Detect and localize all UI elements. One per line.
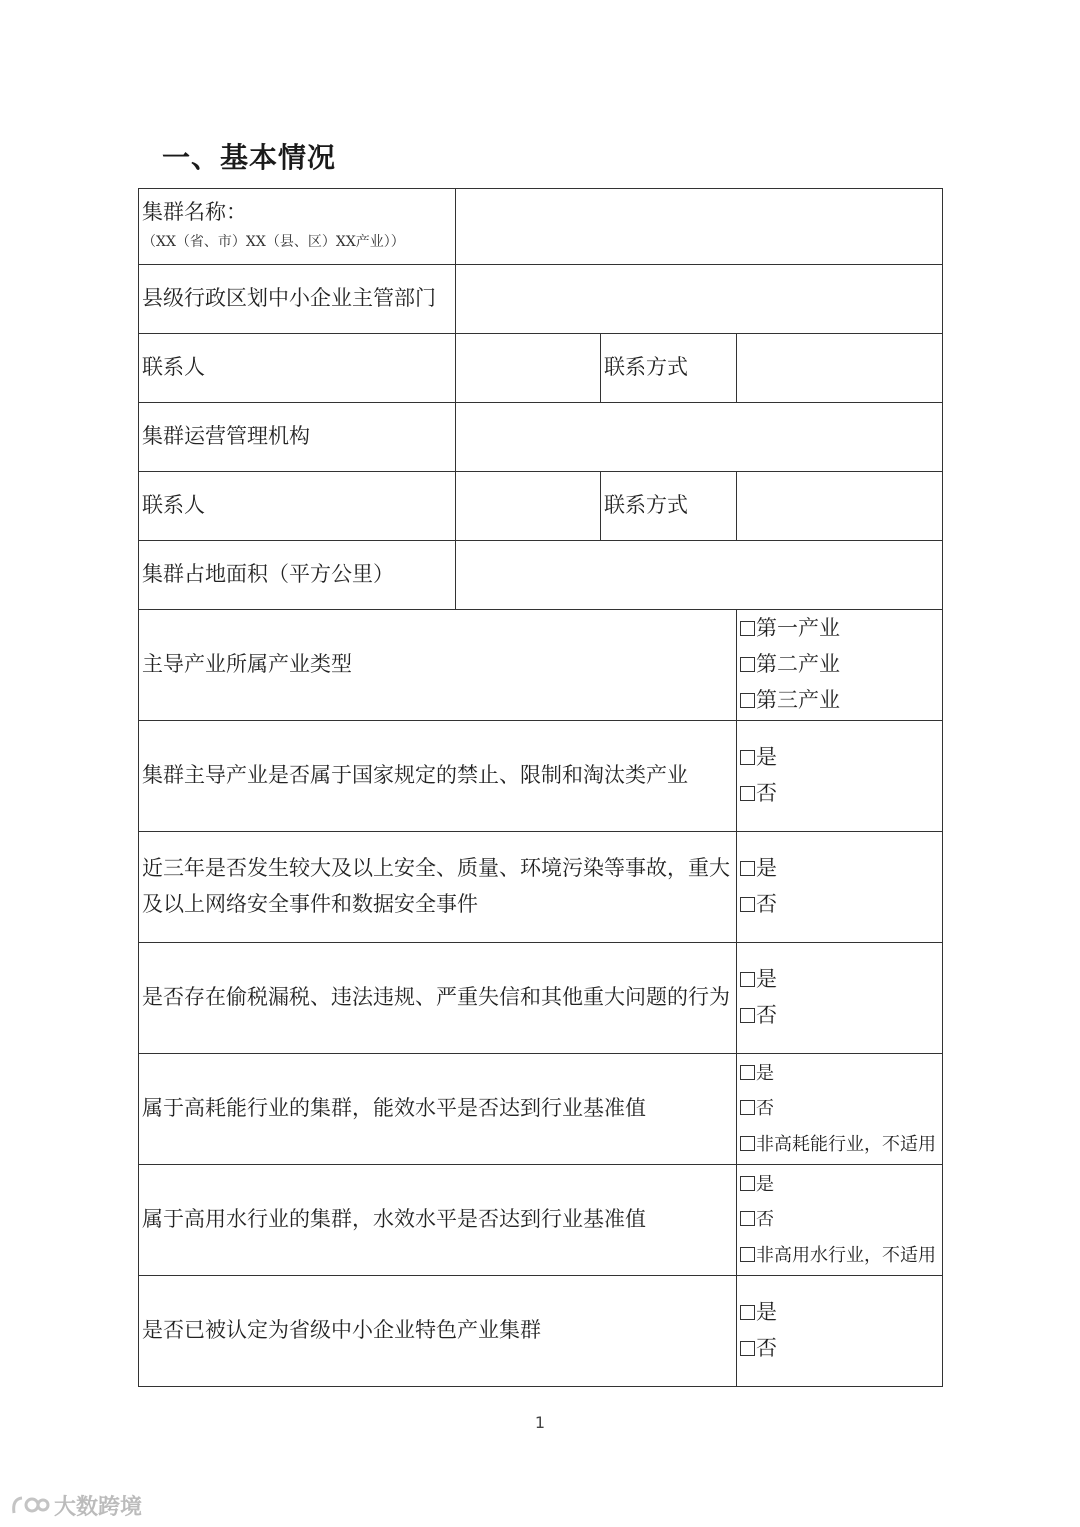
checkbox-icon[interactable]	[740, 1176, 755, 1191]
operator-field[interactable]	[456, 403, 943, 472]
option-no[interactable]: 否	[740, 1331, 942, 1367]
area-field[interactable]	[456, 541, 943, 610]
option-yes[interactable]: 是	[740, 1167, 942, 1202]
prohibited-options	[737, 721, 943, 832]
provincial-options	[737, 1276, 943, 1387]
violations-label: 是否存在偷税漏税、违法违规、严重失信和其他重大问题的行为	[139, 943, 737, 1054]
provincial-label: 是否已被认定为省级中小企业特色产业集群	[139, 1276, 737, 1387]
contact-2-field[interactable]	[456, 472, 601, 541]
contact-1-field[interactable]	[456, 334, 601, 403]
option-no[interactable]: 否	[740, 998, 942, 1034]
option-secondary-industry[interactable]: 第二产业	[740, 647, 942, 683]
energy-label: 属于高耗能行业的集群，能效水平是否达到行业基准值	[139, 1054, 737, 1165]
industry-type-options	[737, 610, 943, 721]
row-industry-type	[139, 610, 943, 721]
cluster-name-hint: （XX（省、市）XX（县、区）XX产业））	[142, 233, 405, 250]
area-label: 集群占地面积（平方公里）	[139, 541, 456, 610]
option-no[interactable]: 否	[740, 1091, 942, 1126]
contact-2-label: 联系人	[139, 472, 456, 541]
option-no[interactable]: 否	[740, 776, 942, 812]
accidents-label: 近三年是否发生较大及以上安全、质量、环境污染等事故，重大及以上网络安全事件和数据安全事件	[139, 832, 737, 943]
county-dept-label: 县级行政区划中小企业主管部门	[139, 265, 456, 334]
cluster-name-field[interactable]	[456, 189, 943, 265]
checkbox-icon[interactable]	[740, 897, 755, 912]
row-violations	[139, 943, 943, 1054]
checkbox-icon[interactable]	[740, 1065, 755, 1080]
section-title: 一、基本情况	[162, 141, 337, 174]
checkbox-icon[interactable]	[740, 1247, 755, 1262]
checkbox-icon[interactable]	[740, 972, 755, 987]
row-operator	[139, 403, 943, 472]
industry-type-label: 主导产业所属产业类型	[139, 610, 737, 721]
row-energy	[139, 1054, 943, 1165]
cluster-name-label: 集群名称：	[142, 200, 247, 224]
contact-1-method-label: 联系方式	[601, 334, 737, 403]
row-cluster-name	[139, 189, 943, 265]
option-yes[interactable]: 是	[740, 1056, 942, 1091]
checkbox-icon[interactable]	[740, 1305, 755, 1320]
water-options	[737, 1165, 943, 1276]
row-provincial	[139, 1276, 943, 1387]
option-no[interactable]: 否	[740, 887, 942, 923]
contact-1-label: 联系人	[139, 334, 456, 403]
option-not-applicable[interactable]: 非高用水行业，不适用	[740, 1238, 942, 1273]
watermark-text: 大数跨境	[54, 1495, 143, 1520]
contact-2-method-label: 联系方式	[601, 472, 737, 541]
option-tertiary-industry[interactable]: 第三产业	[740, 683, 942, 719]
option-primary-industry[interactable]: 第一产业	[740, 611, 942, 647]
operator-label: 集群运营管理机构	[139, 403, 456, 472]
checkbox-icon[interactable]	[740, 657, 755, 672]
row-contact-1	[139, 334, 943, 403]
row-accidents	[139, 832, 943, 943]
option-yes[interactable]: 是	[740, 740, 942, 776]
checkbox-icon[interactable]	[740, 750, 755, 765]
checkbox-icon[interactable]	[740, 621, 755, 636]
option-yes[interactable]: 是	[740, 1295, 942, 1331]
checkbox-icon[interactable]	[740, 861, 755, 876]
row-county-dept	[139, 265, 943, 334]
energy-options	[737, 1054, 943, 1165]
checkbox-icon[interactable]	[740, 1136, 755, 1151]
county-dept-field[interactable]	[456, 265, 943, 334]
violations-options	[737, 943, 943, 1054]
option-no[interactable]: 否	[740, 1202, 942, 1237]
water-label: 属于高用水行业的集群，水效水平是否达到行业基准值	[139, 1165, 737, 1276]
row-contact-2	[139, 472, 943, 541]
checkbox-icon[interactable]	[740, 1100, 755, 1115]
page-number: 1	[534, 1413, 546, 1432]
row-area	[139, 541, 943, 610]
option-yes[interactable]: 是	[740, 851, 942, 887]
checkbox-icon[interactable]	[740, 1341, 755, 1356]
checkbox-icon[interactable]	[740, 1008, 755, 1023]
checkbox-icon[interactable]	[740, 1211, 755, 1226]
cluster-name-label-cell	[139, 189, 456, 265]
basic-info-table	[138, 188, 943, 1387]
checkbox-icon[interactable]	[740, 786, 755, 801]
prohibited-label: 集群主导产业是否属于国家规定的禁止、限制和淘汰类产业	[139, 721, 737, 832]
row-water	[139, 1165, 943, 1276]
watermark-logo-icon	[10, 1493, 50, 1519]
watermark	[10, 1490, 142, 1521]
contact-2-method-field[interactable]	[737, 472, 943, 541]
row-prohibited	[139, 721, 943, 832]
option-not-applicable[interactable]: 非高耗能行业，不适用	[740, 1127, 942, 1162]
option-yes[interactable]: 是	[740, 962, 942, 998]
contact-1-method-field[interactable]	[737, 334, 943, 403]
accidents-options	[737, 832, 943, 943]
checkbox-icon[interactable]	[740, 693, 755, 708]
